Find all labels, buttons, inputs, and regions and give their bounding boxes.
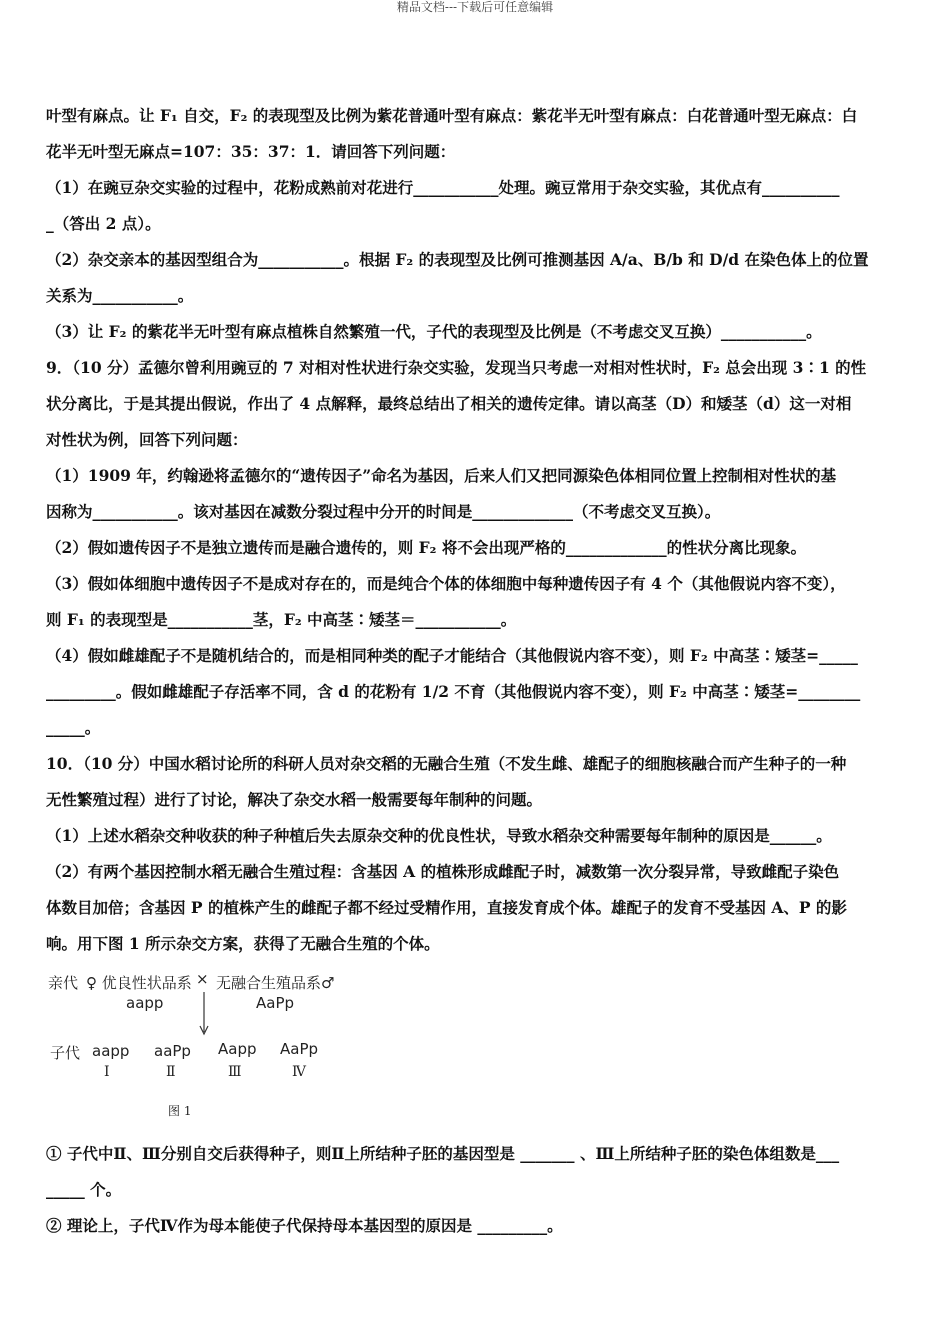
text-line: _________。假如雌雄配子存活率不同，含 d 的花粉有 1/2 不育（其他假说内容不变），则 F₂ 中高茎∶矮茎=________ — [46, 682, 861, 701]
figure-caption: 图 1 — [168, 1104, 192, 1118]
text-line: 则 F₁ 的表现型是___________茎，F₂ 中高茎∶矮茎＝___________。 — [46, 610, 517, 629]
page-header: 精品文档---下载后可任意编辑 — [396, 0, 554, 14]
offspring-genotype: Aapp — [218, 1040, 257, 1058]
text-line: ② 理论上，子代Ⅳ作为母本能使子代保持母本基因型的原因是 _________。 — [46, 1216, 563, 1235]
text-line: _____ 个。 — [46, 1180, 122, 1199]
offspring-genotype: aapp — [92, 1042, 130, 1060]
document-body — [46, 98, 906, 1244]
text-line: 状分离比，于是其提出假说，作出了 4 点解释，最终总结出了相关的遗传定律。请以高茎（D）和矮茎（d）这一对相 — [46, 394, 852, 413]
text-line: （2）杂交亲本的基因型组合为___________。根据 F₂ 的表现型及比例可推测基因 A/a、B/b 和 D/d 在染色体上的位置 — [46, 250, 869, 269]
offspring-numeral: Ⅰ — [104, 1064, 110, 1080]
offspring-numeral: Ⅲ — [228, 1064, 242, 1080]
male-parent-genotype: AaPp — [256, 994, 295, 1012]
text-line: （2）假如遗传因子不是独立遗传而是融合遗传的，则 F₂ 将不会出现严格的_____________的性状分离比现象。 — [46, 538, 807, 557]
text-line: （1）1909 年，约翰逊将孟德尔的“遗传因子”命名为基因，后来人们又把同源染色体相同位置上控制相对性状的基 — [46, 466, 837, 485]
text-line: （4）假如雌雄配子不是随机结合的，而是相同种类的配子才能结合（其他假说内容不变），则 F₂ 中高茎∶矮茎=_____ — [46, 646, 858, 665]
question-9-line: 9．（10 分）孟德尔曾利用豌豆的 7 对相对性状进行杂交实验，发现当只考虑一对相对性状时，F₂ 总会出现 3∶1 的性 — [46, 358, 867, 377]
text-line: 体数目加倍；含基因 P 的植株产生的雌配子都不经过受精作用，直接发育成个体。雄配子的发育不受基因 A、P 的影 — [46, 898, 847, 917]
text-line: （3）假如体细胞中遗传因子不是成对存在的，而是纯合个体的体细胞中每种遗传因子有 4 个（其他假说内容不变）， — [46, 574, 846, 593]
cross-arrow-icon — [196, 990, 212, 1040]
offspring-generation-label: 子代 — [50, 1044, 81, 1062]
text-line: 花半无叶型无麻点=107：35：37：1．请回答下列问题： — [46, 142, 456, 161]
text-line: 因称为___________。该对基因在减数分裂过程中分开的时间是_____________（不考虑交叉互换）。 — [46, 502, 721, 521]
female-parent-line: ♀ 优良性状品系 — [86, 974, 192, 992]
cross-symbol: × — [196, 970, 209, 988]
text-line: （3）让 F₂ 的紫花半无叶型有麻点植株自然繁殖一代，子代的表现型及比例是（不考虑交叉互换）___________。 — [46, 322, 822, 341]
offspring-numeral: Ⅱ — [166, 1064, 176, 1080]
text-line: 关系为___________。 — [46, 286, 194, 305]
text-line: 对性状为例，回答下列问题： — [46, 430, 248, 449]
question-10-line: 10．（10 分）中国水稻讨论所的科研人员对杂交稻的无融合生殖（不发生雌、雄配子的细胞核融合而产生种子的一种 — [46, 754, 847, 773]
text-line: （1）在豌豆杂交实验的过程中，花粉成熟前对花进行___________处理。豌豆常用于杂交实验，其优点有__________ — [46, 178, 840, 197]
text-line: 响。用下图 1 所示杂交方案，获得了无融合生殖的个体。 — [46, 934, 440, 953]
text-line: （1）上述水稻杂交种收获的种子种植后失去原杂交种的优良性状，导致水稻杂交种需要每年制种的原因是______。 — [46, 826, 832, 845]
offspring-numeral: Ⅳ — [292, 1064, 306, 1080]
cross-diagram-figure — [46, 968, 346, 1128]
text-line: （2）有两个基因控制水稻无融合生殖过程：含基因 A 的植株形成雌配子时，减数第一次分裂异常，导致雌配子染色 — [46, 862, 840, 881]
female-parent-genotype: aapp — [126, 994, 164, 1012]
text-line: 无性繁殖过程）进行了讨论，解决了杂交水稻一般需要每年制种的问题。 — [46, 790, 543, 809]
text-line: _（答出 2 点）。 — [46, 214, 161, 233]
offspring-genotype: AaPp — [280, 1040, 319, 1058]
male-parent-line: 无融合生殖品系♂ — [216, 974, 335, 992]
offspring-genotype: aaPp — [154, 1042, 191, 1060]
text-line: ① 子代中Ⅱ、Ⅲ分别自交后获得种子，则Ⅱ上所结种子胚的基因型是 _______ 、Ⅲ上所结种子胚的染色体组数是___ — [46, 1144, 840, 1163]
text-line: _____。 — [46, 718, 101, 737]
parent-generation-label: 亲代 — [48, 974, 79, 992]
text-line: 叶型有麻点。让 F₁ 自交，F₂ 的表现型及比例为紫花普通叶型有麻点：紫花半无叶型有麻点：白花普通叶型无麻点：白 — [46, 106, 858, 125]
